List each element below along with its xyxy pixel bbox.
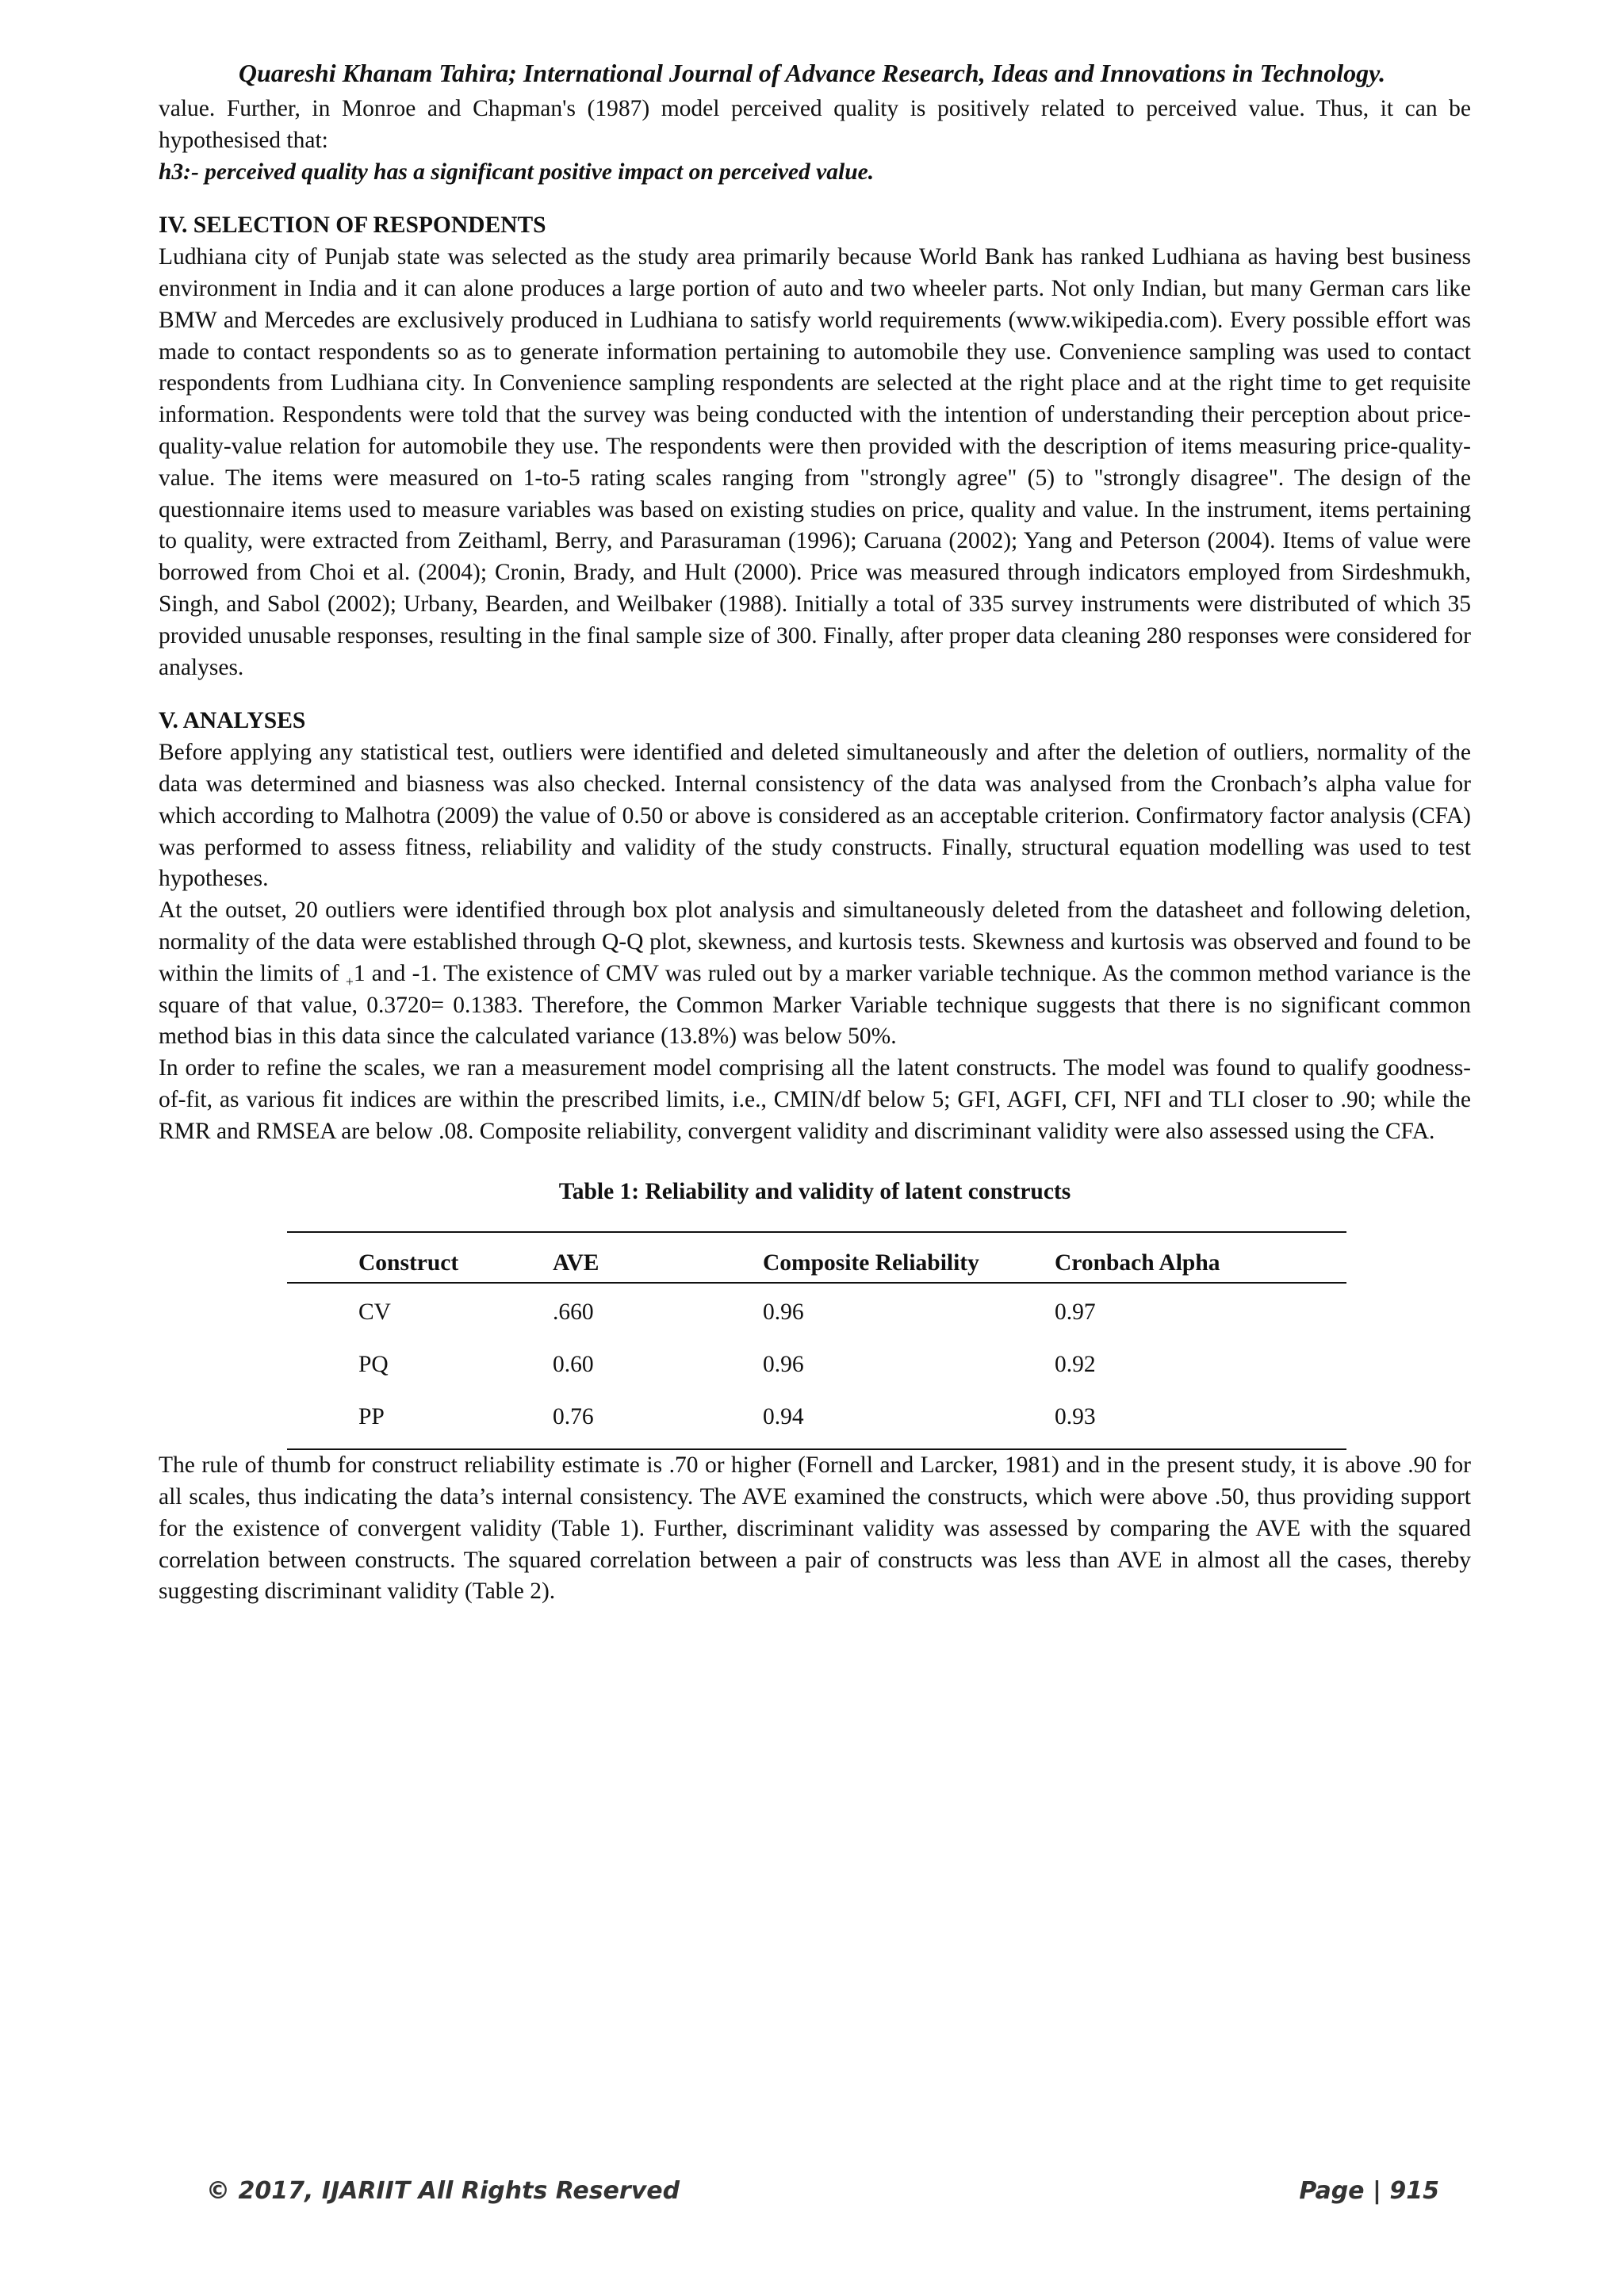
body-content xyxy=(159,94,1471,1608)
analyses-paragraph-2-end: 1 and -1. The existence of CMV was ruled out by a marker variable technique. As the common method variance is the square of that value, 0.3720= 0.1383. Therefore, the Common Marker Variable technique suggests that there is no significant common method bias in this data since the calculated variance (13.8%) was below 50%. xyxy=(159,960,1471,1050)
reliability-table xyxy=(287,1231,1346,1450)
analyses-paragraph-1: Before applying any statistical test, outliers were identified and deleted simultaneously and after the deletion of outliers, normality of the data was determined and biasness was also checked. Internal consistency of the data was analysed from the Cronbach’s alpha value for which according to Malhotra (2009) the value of 0.50 or above is considered as an acceptable criterion. Confirmatory factor analysis (CFA) was performed to assess fitness, reliability and validity of the study constructs. Finally, structural equation modelling was used to test hypotheses. xyxy=(159,740,1471,892)
header-ave: AVE xyxy=(553,1232,763,1283)
cell-ave: .660 xyxy=(553,1299,594,1326)
header-composite-reliability: Composite Reliability xyxy=(763,1232,1055,1283)
page-number: Page | 915 xyxy=(1299,2177,1439,2205)
after-table-paragraph: The rule of thumb for construct reliability estimate is .70 or higher (Fornell and Larcker, 1981) and in the present study, it is above .90 for all scales, thus indicating the data’s internal consistency. The AVE examined the constructs, which were above .50, thus providing support for the existence of convergent validity (Table 1). Further, discriminant validity was assessed by comparing the AVE with the squared correlation between constructs. The squared correlation between a pair of constructs was less than AVE in almost all the cases, thereby suggesting discriminant validity (Table 2). xyxy=(159,1452,1471,1605)
cell-composite-reliability: 0.96 xyxy=(763,1299,804,1326)
cell-construct: PQ xyxy=(358,1352,389,1378)
cell-composite-reliability: 0.94 xyxy=(763,1388,1055,1449)
hypothesis-h3: h3:- perceived quality has a significant positive impact on perceived value. xyxy=(159,159,875,185)
cell-cronbach-alpha: 0.93 xyxy=(1055,1388,1346,1449)
table-row xyxy=(287,1388,1346,1449)
analyses-paragraph-3: In order to refine the scales, we ran a measurement model comprising all the latent constructs. The model was found to qualify goodness-of-fit, as various fit indices are within the prescribed limits, i.e., CMIN/df below 5; GFI, AGFI, CFI, NFI and TLI closer to .90; while the RMR and RMSEA are below .08. Composite reliability, convergent validity and discriminant validity were also assessed using the CFA. xyxy=(159,1055,1471,1144)
table-row xyxy=(287,1283,1346,1336)
cell-cronbach-alpha: 0.92 xyxy=(1055,1352,1096,1378)
copyright-notice: © 2017, IJARIIT All Rights Reserved xyxy=(206,2177,680,2205)
cell-composite-reliability: 0.96 xyxy=(763,1352,804,1378)
selection-paragraph: Ludhiana city of Punjab state was selected as the study area primarily because World Bank has ranked Ludhiana as having best business environment in India and it can alone produces a large portion of auto and two wheeler parts. Not only Indian, but many German cars like BMW and Mercedes are exclusively produced in Ludhiana to satisfy world requirements (www.wikipedia.com). Every possible effort was made to contact respondents so as to generate information pertaining to automobile they use. Convenience sampling was used to contact respondents from Ludhiana city. In Convenience sampling respondents are selected at the right place and at the right time to get requisite information. Respondents were told that the survey was being conducted with the intention of understanding their perception about price-quality-value relation for automobile they use. The respondents were then provided with the description of items measuring price-quality-value. The items were measured on 1-to-5 rating scales ranging from "strongly agree" (5) to "strongly disagree". The design of the questionnaire items used to measure variables was based on existing studies on price, quality and value. In the instrument, items pertaining to quality, were extracted from Zeithaml, Berry, and Parasuraman (1996); Caruana (2002); Yang and Peterson (2004). Items of value were borrowed from Choi et al. (2004); Cronin, Brady, and Hult (2000). Price was measured through indicators employed from Sirdeshmukh, Singh, and Sabol (2002); Urbany, Bearden, and Weilbaker (1988). Initially a total of 335 survey instruments were distributed of which 35 provided unusable responses, resulting in the final sample size of 300. Finally, after proper data cleaning 280 responses were considered for analyses. xyxy=(159,244,1471,680)
running-header: Quareshi Khanam Tahira; International Journal of Advance Research, Ideas and Innovations in Technology. xyxy=(238,59,1386,87)
plus-subscript: + xyxy=(345,973,354,989)
cell-ave: 0.60 xyxy=(553,1352,594,1378)
cell-construct: CV xyxy=(358,1299,391,1326)
cell-construct: PP xyxy=(287,1388,553,1449)
table-caption: Table 1: Reliability and validity of latent constructs xyxy=(558,1178,1071,1204)
cell-ave: 0.76 xyxy=(553,1388,763,1449)
intro-paragraph: value. Further, in Monroe and Chapman's (1987) model perceived quality is positively related to perceived value. Thus, it can be hypothesised that: xyxy=(159,96,1471,153)
cell-cronbach-alpha: 0.97 xyxy=(1055,1299,1096,1326)
analyses-paragraph-2-start: At the outset, 20 outliers were identified through box plot analysis and simultaneously deleted from the datasheet and following deletion, normality of the data were established through Q-Q plot, skewness, and kurtosis tests. Skewness and kurtosis was observed and found to be within the limits of xyxy=(159,897,1471,986)
section-heading-selection: IV. SELECTION OF RESPONDENTS xyxy=(159,212,546,239)
table-header-row xyxy=(287,1232,1346,1283)
header-construct: Construct xyxy=(287,1232,553,1283)
header-cronbach-alpha: Cronbach Alpha xyxy=(1055,1232,1346,1283)
table-row xyxy=(287,1336,1346,1388)
section-heading-analyses: V. ANALYSES xyxy=(159,708,306,734)
analyses-paragraph-2 xyxy=(159,895,1471,1053)
